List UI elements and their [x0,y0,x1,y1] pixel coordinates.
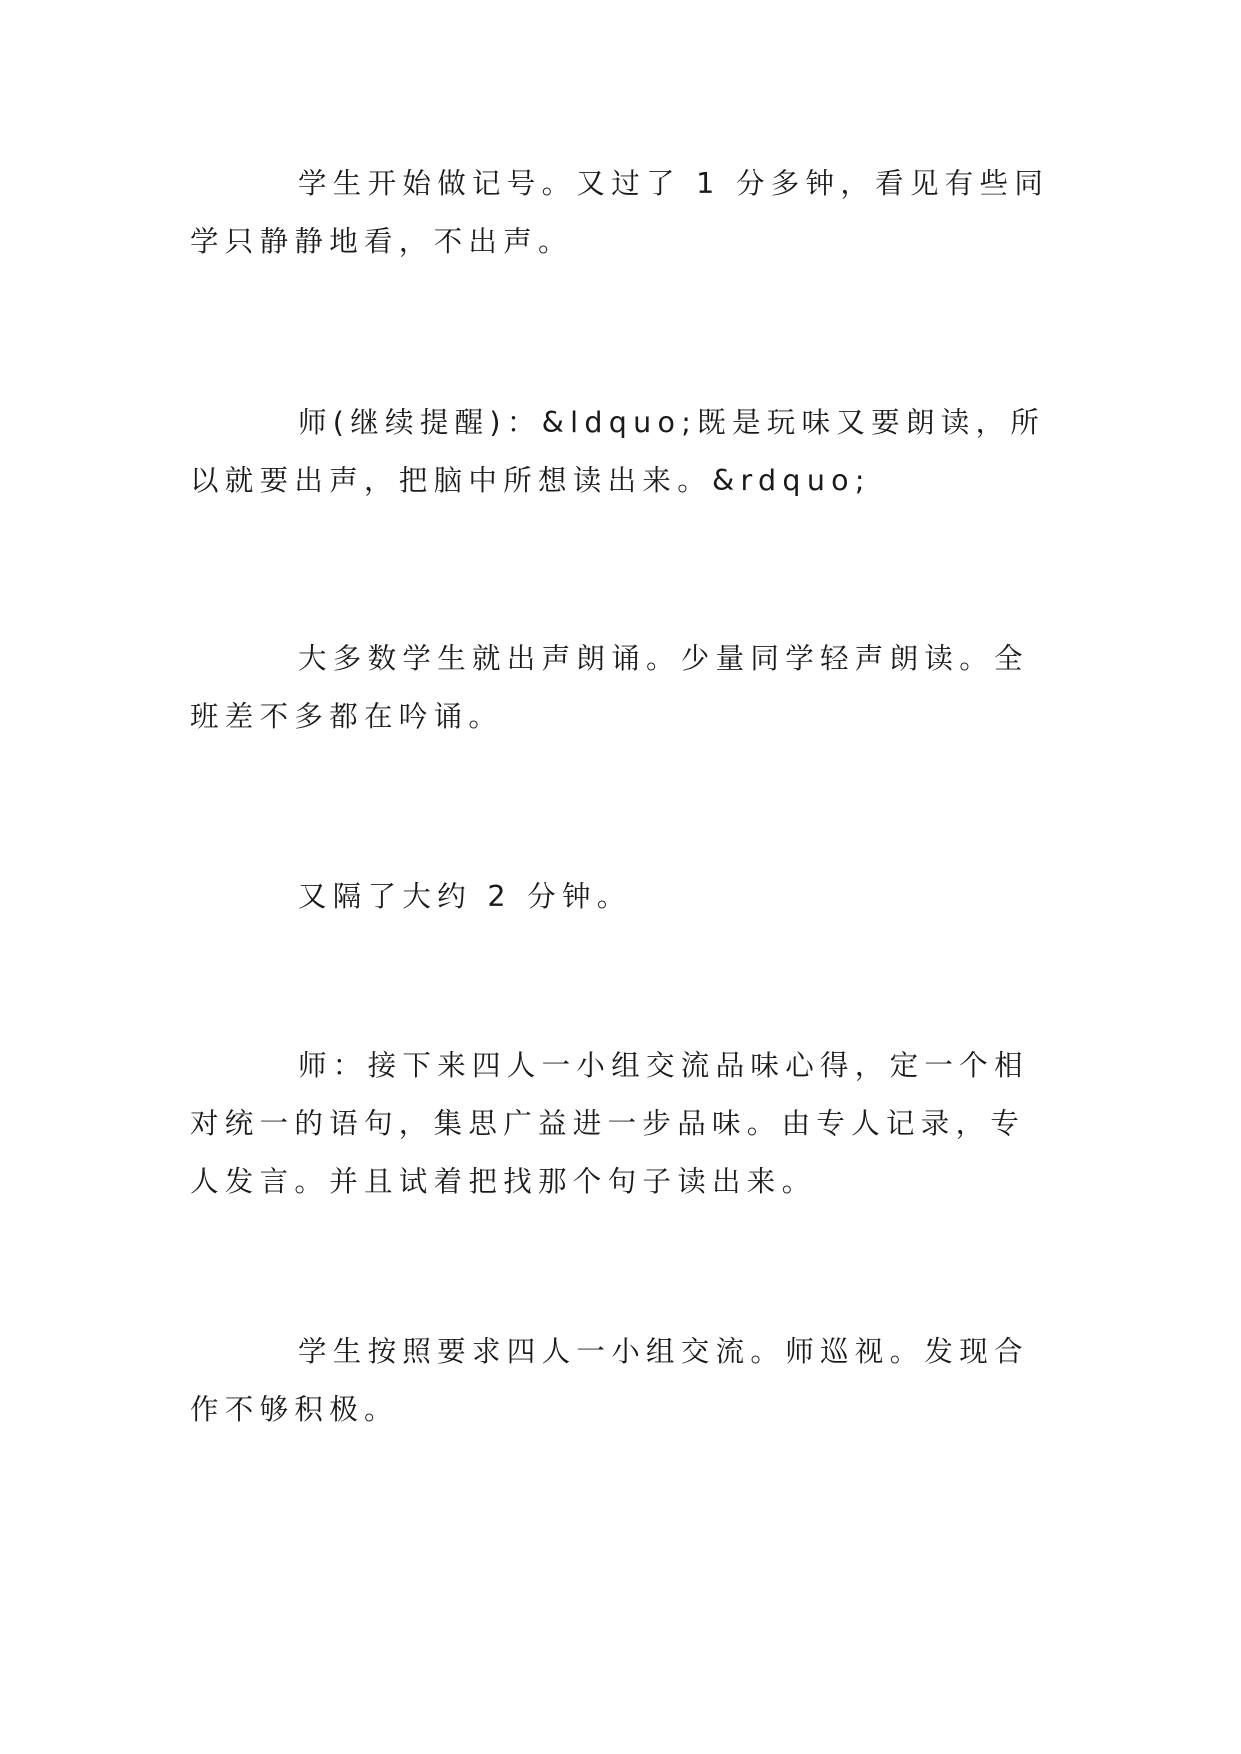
paragraph: 师：接下来四人一小组交流品味心得，定一个相对统一的语句，集思广益进一步品味。由专人记录，专人发言。并且试着把找那个句子读出来。 [190,1049,1029,1198]
paragraph: 学生开始做记号。又过了 1 分多钟，看见有些同学只静静地看，不出声。 [190,167,1050,258]
paragraph: 大多数学生就出声朗诵。少量同学轻声朗读。全班差不多都在吟诵。 [190,642,1029,733]
paragraph: 学生按照要求四人一小组交流。师巡视。发现合作不够积极。 [190,1335,1029,1426]
paragraph: 师(继续提醒)：&ldquo;既是玩味又要朗读，所以就要出声，把脑中所想读出来。&rdquo; [190,406,1046,497]
paragraph: 又隔了大约 2 分钟。 [298,880,632,913]
